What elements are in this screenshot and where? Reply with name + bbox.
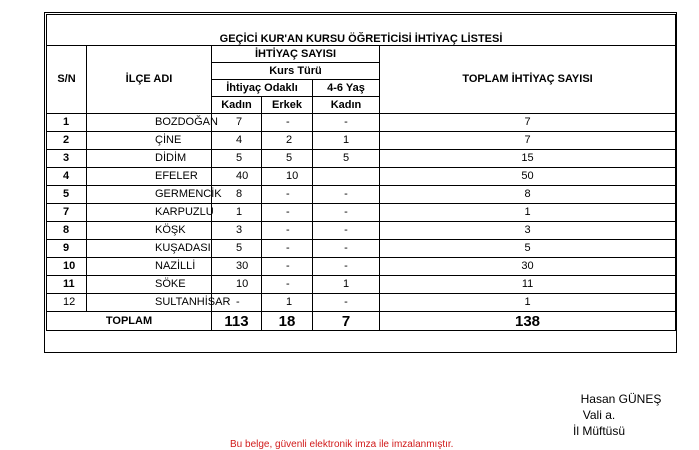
header-erkek: Erkek (262, 97, 313, 114)
total-yas: 7 (313, 312, 380, 331)
row-toplam: 3 (380, 222, 676, 240)
table-title: GEÇİCİ KUR'AN KURSU ÖĞRETİCİSİ İHTİYAÇ LİSTESİ (47, 15, 676, 46)
header-ihtiyac-sayisi: İHTİYAÇ SAYISI (212, 46, 380, 63)
row-toplam: 11 (380, 276, 676, 294)
row-sn: 2 (47, 132, 87, 150)
table-row (47, 204, 676, 222)
row-erkek: - (262, 222, 313, 240)
row-ilce: NAZİLLİ (87, 258, 212, 276)
row-ilce: GERMENCİK (87, 186, 212, 204)
row-sn: 10 (47, 258, 87, 276)
row-kadin: - (212, 294, 262, 312)
row-yas (313, 168, 380, 186)
row-ilce: DİDİM (87, 150, 212, 168)
row-ilce: KUŞADASI (87, 240, 212, 258)
row-kadin: 8 (212, 186, 262, 204)
row-erkek: - (262, 276, 313, 294)
signatory-title-2: İl Müftüsü (572, 424, 626, 438)
row-sn: 12 (47, 294, 87, 312)
row-toplam: 1 (380, 204, 676, 222)
row-yas: - (313, 114, 380, 132)
row-sn: 9 (47, 240, 87, 258)
header-kurs-turu: Kurs Türü (212, 63, 380, 80)
table-row (47, 240, 676, 258)
row-yas: - (313, 222, 380, 240)
header-4-6-yas: 4-6 Yaş (313, 80, 380, 97)
header-ihtiyac-odakli: İhtiyaç Odaklı (212, 80, 313, 97)
header-ilce: İLÇE ADI (87, 46, 212, 114)
signatory-title-1: Vali a. (582, 408, 616, 422)
total-toplam: 138 (380, 312, 676, 331)
row-yas: - (313, 294, 380, 312)
header-kadin: Kadın (212, 97, 262, 114)
row-ilce: SÖKE (87, 276, 212, 294)
header-kadin-4-6: Kadın (313, 97, 380, 114)
table-row (47, 294, 676, 312)
row-erkek: 5 (262, 150, 313, 168)
row-erkek: - (262, 186, 313, 204)
row-kadin: 40 (212, 168, 262, 186)
row-erkek: - (262, 240, 313, 258)
total-label: TOPLAM (47, 312, 212, 331)
row-toplam: 8 (380, 186, 676, 204)
row-toplam: 7 (380, 132, 676, 150)
row-toplam: 1 (380, 294, 676, 312)
needs-table (46, 14, 676, 331)
table-row (47, 222, 676, 240)
row-ilce: ÇİNE (87, 132, 212, 150)
table-row (47, 132, 676, 150)
row-erkek: 1 (262, 294, 313, 312)
row-kadin: 1 (212, 204, 262, 222)
table-row (47, 168, 676, 186)
signature-block (539, 391, 662, 439)
row-ilce: BOZDOĞAN (87, 114, 212, 132)
row-kadin: 10 (212, 276, 262, 294)
table-row (47, 114, 676, 132)
signatory-name: Hasan GÜNEŞ (580, 392, 662, 406)
total-kadin: 113 (212, 312, 262, 331)
row-kadin: 5 (212, 150, 262, 168)
row-toplam: 7 (380, 114, 676, 132)
table-row (47, 186, 676, 204)
row-kadin: 5 (212, 240, 262, 258)
table-row (47, 150, 676, 168)
table-row (47, 276, 676, 294)
row-kadin: 4 (212, 132, 262, 150)
row-yas: - (313, 258, 380, 276)
row-erkek: - (262, 114, 313, 132)
row-yas: - (313, 204, 380, 222)
total-erkek: 18 (262, 312, 313, 331)
table-row (47, 258, 676, 276)
row-sn: 4 (47, 168, 87, 186)
row-ilce: SULTANHİSAR (87, 294, 212, 312)
header-sn: S/N (47, 46, 87, 114)
row-toplam: 30 (380, 258, 676, 276)
header-toplam-ihtiyac: TOPLAM İHTİYAÇ SAYISI (380, 46, 676, 114)
row-sn: 8 (47, 222, 87, 240)
row-sn: 7 (47, 204, 87, 222)
row-yas: - (313, 186, 380, 204)
e-signature-note: Bu belge, güvenli elektronik imza ile imzalanmıştır. (230, 439, 454, 450)
row-yas: 1 (313, 276, 380, 294)
row-kadin: 30 (212, 258, 262, 276)
row-sn: 3 (47, 150, 87, 168)
row-erkek: 10 (262, 168, 313, 186)
row-erkek: - (262, 258, 313, 276)
row-erkek: 2 (262, 132, 313, 150)
row-toplam: 15 (380, 150, 676, 168)
row-sn: 5 (47, 186, 87, 204)
row-sn: 1 (47, 114, 87, 132)
row-toplam: 50 (380, 168, 676, 186)
row-yas: 5 (313, 150, 380, 168)
row-ilce: EFELER (87, 168, 212, 186)
total-row (47, 312, 676, 331)
row-ilce: KARPUZLU (87, 204, 212, 222)
row-yas: - (313, 240, 380, 258)
row-yas: 1 (313, 132, 380, 150)
row-toplam: 5 (380, 240, 676, 258)
row-kadin: 3 (212, 222, 262, 240)
row-kadin: 7 (212, 114, 262, 132)
row-ilce: KÖŞK (87, 222, 212, 240)
row-erkek: - (262, 204, 313, 222)
row-sn: 11 (47, 276, 87, 294)
